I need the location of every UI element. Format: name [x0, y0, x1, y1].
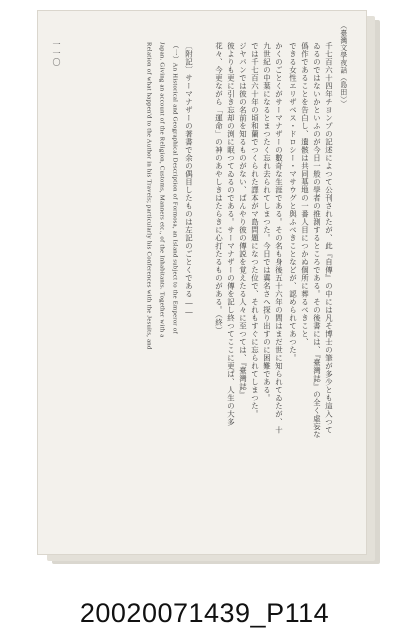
- body-line-4: できる女性エリザベス・ドロシー・マサウグと與ふべきことなどが、認められてあつた。: [288, 42, 298, 362]
- english-line-1: Japan. Giving an account of the Religion, Customs, Manners etc., of the Inhabitants. Together with a: [158, 42, 166, 338]
- body-line-8: ジヤパンでは彼の名前を知るものがない、ばんやり彼の傳説を覚えたる人々に至つては、『臺灣誌』: [238, 42, 248, 399]
- page-number: 一一〇: [52, 40, 61, 67]
- body-line-9: 彼よりも更に引き忘却の渕に眠つてゐるのである。サーマナザーの傳を記し終つてここに更ば、人生の大多: [226, 42, 236, 426]
- body-line-7: では千七百六十年の頃和蘭でつくられた譯本がマ島問題になつた位で、それもすぐに忘られてしまつた。: [250, 42, 260, 418]
- body-line-10: 花々、今更ながら「運命」の神のあやしきはたらきに心打たるものがある。（終）: [214, 42, 224, 335]
- body-line-3: 僞作であることを告白し、遺骸は共同墓地の一番人目につかぬ個所に葬るべきこと、: [300, 42, 310, 346]
- body-line-2: ゐるのではないかといふのが今日一般の學者の推測するところである。その後書には、『臺灣誌』の全く虛妄な: [312, 42, 322, 439]
- note-item-1: （一）An Historical and Geographical Description of Formosa, an Island subject to the Emperor of: [171, 42, 179, 334]
- book-page: [37, 10, 367, 555]
- note-heading: 〔附記〕サーマナザーの著書で余の偶目したものは左記のごとくである――: [184, 42, 194, 318]
- body-line-6: 九世紀の中葉になるとまつたく忘れ去られてしまつた。今日では冀名さへ探り出すのに困難である。: [262, 42, 272, 402]
- image-caption: 20020071439_P114: [79, 598, 330, 628]
- english-line-2: Relation of what happen'd to the Author in his Travels; particularly his Conferences with the Jesuits, and: [145, 42, 153, 350]
- body-line-5: かくのごとくがサーマナザーの數奇な生涯である。その名も身後五十六年の間はまだ世に知られてゐたが、十: [274, 42, 284, 434]
- header-title: （臺灣文學夜話（島田））: [338, 22, 347, 108]
- body-line-1: 千七百六十四年チヨンプの記述によつて公刊されたが、此『自傳』の中には凡そ博士の筆が多少とも這入つて: [324, 42, 334, 434]
